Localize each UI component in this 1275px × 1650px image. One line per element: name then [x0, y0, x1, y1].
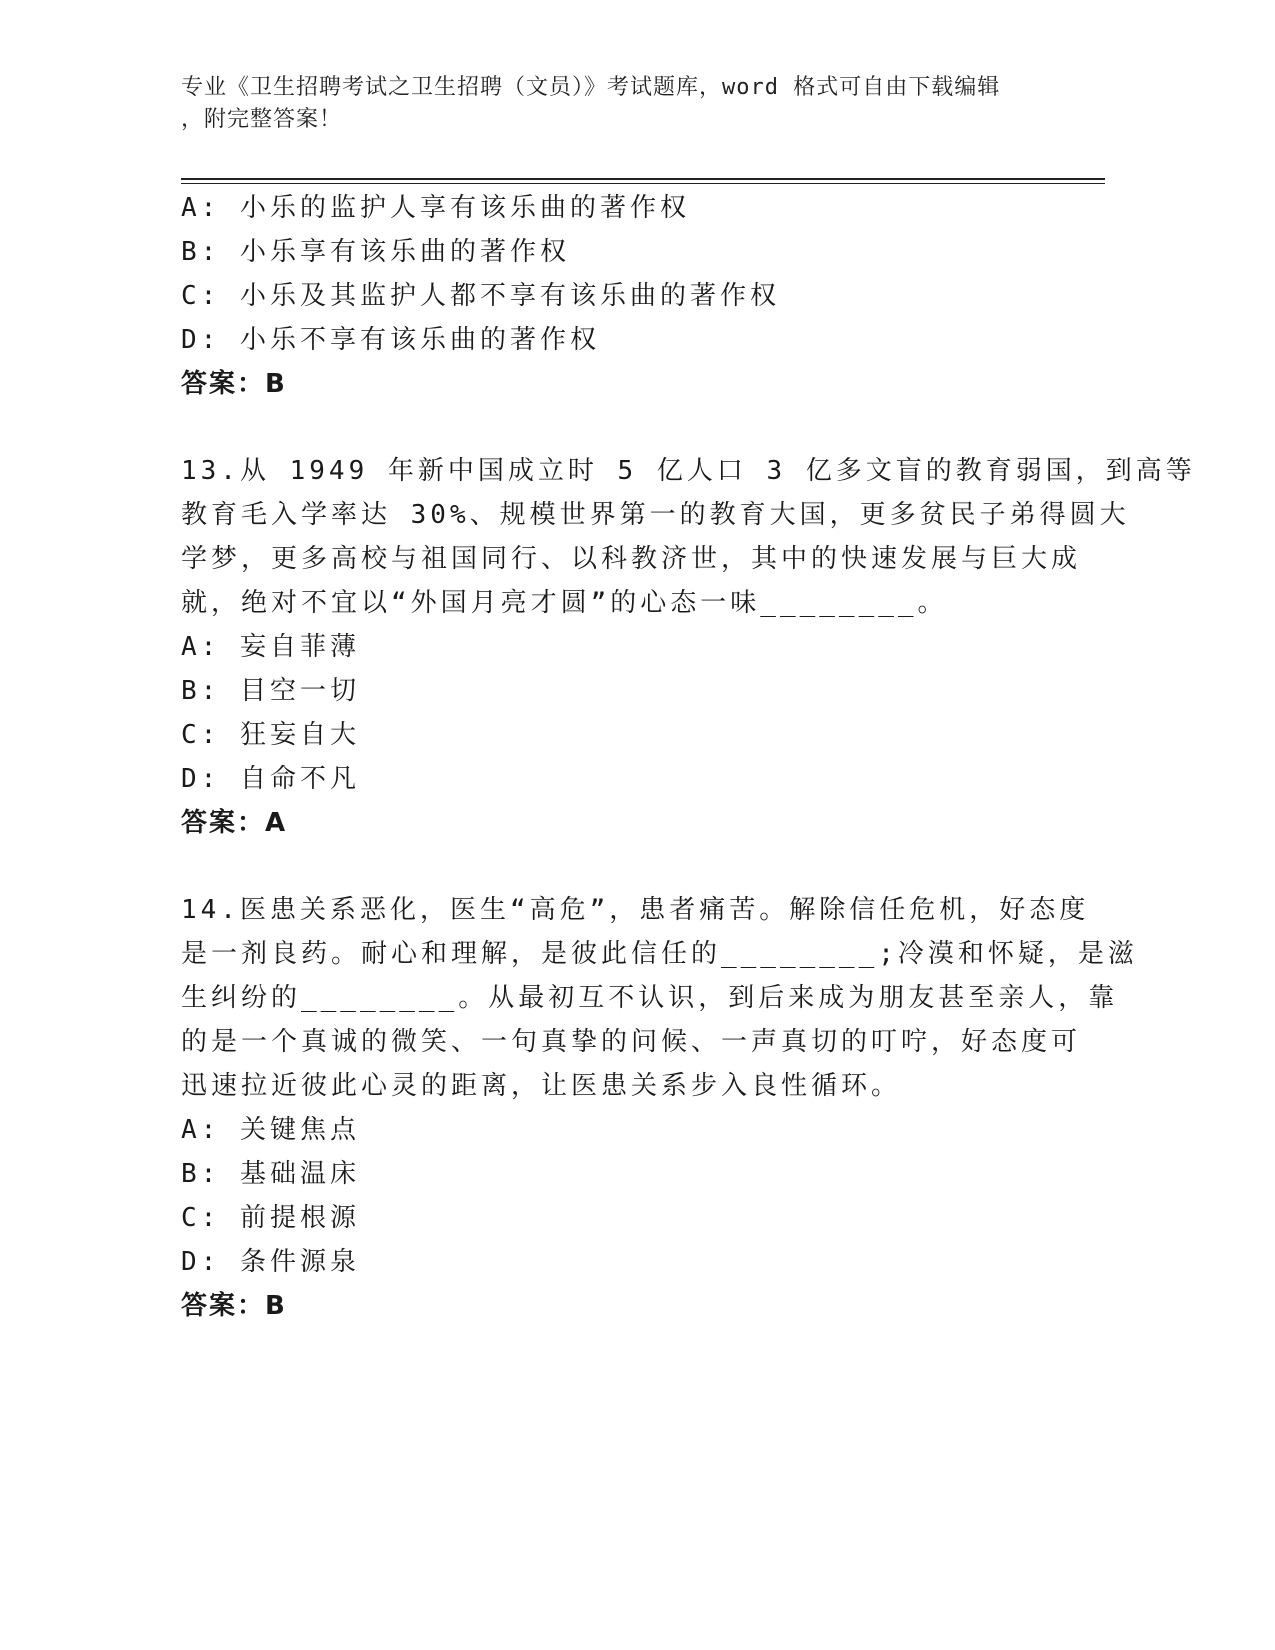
question-12-answer: 答案：B	[181, 369, 287, 399]
question-13-answer: 答案：A	[181, 808, 288, 838]
question-13-stem	[181, 449, 1196, 625]
option-c: C: 前提根源	[181, 1203, 360, 1233]
option-c: C: 狂妄自大	[181, 720, 360, 750]
stem-line: 的是一个真诚的微笑、一句真挚的问候、一声真切的叮咛，好态度可	[181, 1027, 1082, 1057]
header-line-1: 专业《卫生招聘考试之卫生招聘（文员）》考试题库，word 格式可自由下载编辑	[181, 75, 1001, 100]
stem-line: 迅速拉近彼此心灵的距离，让医患关系步入良性循环。	[181, 1071, 902, 1101]
stem-line: 14.医患关系恶化，医生“高危”，患者痛苦。解除信任危机，好态度	[181, 895, 1090, 925]
header-divider-thin	[181, 183, 1105, 184]
header-divider-thick	[181, 178, 1105, 180]
spacer	[181, 406, 1061, 449]
stem-line: 13.从 1949 年新中国成立时 5 亿人口 3 亿多文盲的教育弱国，到高等	[181, 456, 1196, 486]
option-b: B: 基础温床	[181, 1159, 360, 1189]
stem-line: 是一剂良药。耐心和理解，是彼此信任的________;冷漠和怀疑，是滋	[181, 939, 1138, 969]
stem-line: 就，绝对不宜以“外国月亮才圆”的心态一味________。	[181, 588, 948, 618]
stem-line: 教育毛入学率达 30%、规模世界第一的教育大国，更多贫民子弟得圆大	[181, 500, 1130, 530]
header-line-2: ，附完整答案！	[181, 107, 343, 132]
option-a: A: 关键焦点	[181, 1115, 360, 1145]
option-c: C: 小乐及其监护人都不享有该乐曲的著作权	[181, 281, 780, 311]
question-14-answer: 答案：B	[181, 1291, 287, 1321]
stem-line: 生纠纷的________。从最初互不认识，到后来成为朋友甚至亲人，靠	[181, 983, 1119, 1013]
option-d: D: 小乐不享有该乐曲的著作权	[181, 325, 600, 355]
question-14-stem	[181, 888, 1138, 1108]
option-b: B: 小乐享有该乐曲的著作权	[181, 237, 570, 267]
option-d: D: 自命不凡	[181, 764, 360, 794]
document-body	[181, 186, 1196, 1328]
document-header	[181, 72, 1041, 136]
spacer	[181, 845, 1061, 888]
option-a: A: 小乐的监护人享有该乐曲的著作权	[181, 193, 690, 223]
question-13-options	[181, 625, 1061, 801]
question-14-options	[181, 1108, 1061, 1284]
question-12-options	[181, 186, 1061, 362]
option-b: B: 目空一切	[181, 676, 360, 706]
option-a: A: 妄自菲薄	[181, 632, 360, 662]
option-d: D: 条件源泉	[181, 1247, 360, 1277]
stem-line: 学梦，更多高校与祖国同行、以科教济世，其中的快速发展与巨大成	[181, 544, 1082, 574]
